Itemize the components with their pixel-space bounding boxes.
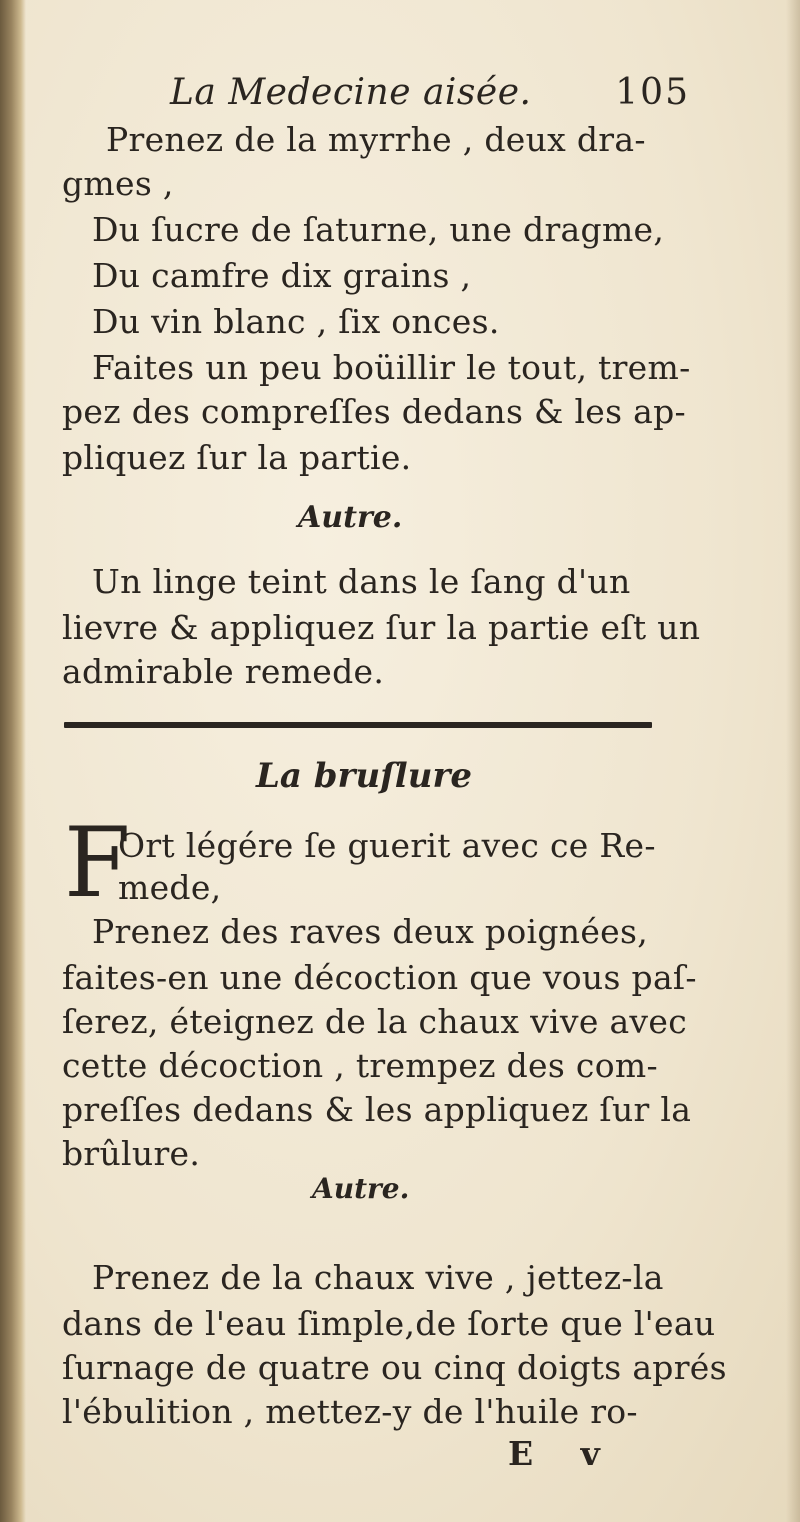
autre-heading: Autre. <box>312 1172 410 1205</box>
text-line: Un linge teint dans le ſang d'un <box>92 562 631 601</box>
section-title: La bruſlure <box>256 756 472 796</box>
drop-cap: F <box>64 807 131 919</box>
text-line: ſurnage de quatre ou cinq doigts aprés <box>62 1348 727 1387</box>
text-line: l'ébulition , mettez-y de l'huile ro- <box>62 1392 638 1431</box>
text-line: pez des compreſſes dedans & les ap- <box>62 392 687 431</box>
book-spine-shadow <box>0 0 26 1522</box>
page-header <box>170 72 690 122</box>
signature-mark: E v <box>508 1434 618 1473</box>
text-line: lievre & appliquez ſur la partie eſt un <box>62 608 701 647</box>
text-line: Prenez des raves deux poignées, <box>92 912 649 951</box>
section-divider <box>64 722 652 728</box>
running-title: La Medecine aisée. <box>170 72 532 113</box>
text-line: cette décoction , trempez des com- <box>62 1046 658 1085</box>
text-line: Prenez de la myrrhe , deux dra- <box>106 120 646 159</box>
autre-heading: Autre. <box>298 500 403 535</box>
text-line: dans de l'eau ſimple,de ſorte que l'eau <box>62 1304 716 1343</box>
text-line: Prenez de la chaux vive , jettez-la <box>92 1258 664 1297</box>
text-line: preſſes dedans & les appliquez ſur la <box>62 1090 692 1129</box>
text-line: brûlure. <box>62 1134 201 1173</box>
text-line: admirable remede. <box>62 652 385 691</box>
text-line: Ort légére ſe guerit avec ce Re- <box>118 826 656 865</box>
text-line: Du vin blanc , ſix onces. <box>92 302 500 341</box>
page-number: 105 <box>615 72 690 113</box>
text-line: pliquez ſur la partie. <box>62 438 412 477</box>
text-line: gmes , <box>62 164 174 203</box>
text-line: faites-en une décoction que vous paſ- <box>62 958 697 997</box>
text-line: ſerez, éteignez de la chaux vive avec <box>62 1002 687 1041</box>
text-line: Du camfre dix grains , <box>92 256 472 295</box>
text-line: Du ſucre de ſaturne, une dragme, <box>92 210 665 249</box>
page-edge-shadow <box>786 0 800 1522</box>
text-line: Faites un peu boüillir le tout, trem- <box>92 348 691 387</box>
text-line: mede, <box>118 868 222 907</box>
